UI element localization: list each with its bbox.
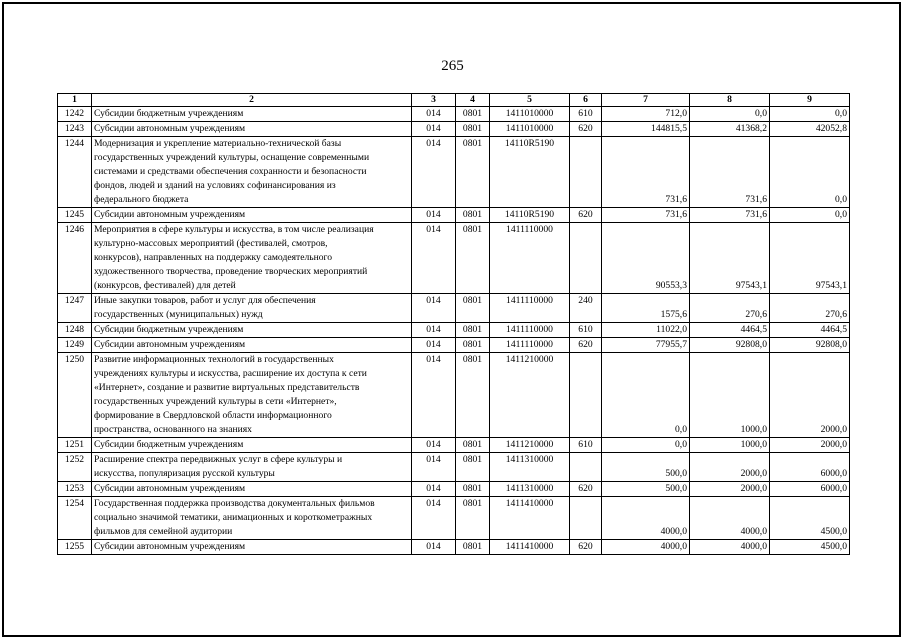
- amount-col7-cell: 1575,6: [602, 294, 690, 323]
- department-code-cell: 014: [412, 540, 456, 555]
- row-number-cell: 1244: [58, 137, 92, 208]
- header-cell: 7: [602, 94, 690, 107]
- description-line: системами и средствами обеспечения сохранности и безопасности: [94, 166, 367, 177]
- department-code-cell: 014: [412, 122, 456, 137]
- description-line: учреждениях культуры и искусства, расширение их доступа к сети: [94, 368, 367, 379]
- description-cell: [92, 294, 412, 323]
- expense-type-cell: 620: [570, 122, 602, 137]
- page-number: 265: [441, 58, 464, 74]
- section-code-cell: 0801: [456, 137, 490, 208]
- amount-col8-cell: 41368,2: [690, 122, 770, 137]
- expense-type-cell: [570, 353, 602, 438]
- row-number-cell: 1255: [58, 540, 92, 555]
- department-code-cell: 014: [412, 353, 456, 438]
- description-cell: [92, 338, 412, 353]
- description-line: Субсидии автономным учреждениям: [94, 209, 246, 220]
- amount-col7-cell: 4000,0: [602, 497, 690, 540]
- department-code-cell: 014: [412, 208, 456, 223]
- table-row: [58, 353, 850, 438]
- description-cell: [92, 107, 412, 122]
- department-code-cell: 014: [412, 294, 456, 323]
- amount-col9-cell: 2000,0: [770, 353, 850, 438]
- table-row: [58, 497, 850, 540]
- description-line: Расширение спектра передвижных услуг в сфере культуры и: [94, 454, 343, 465]
- department-code-cell: 014: [412, 323, 456, 338]
- target-article-cell: 1411010000: [490, 107, 570, 122]
- amount-col7-cell: 712,0: [602, 107, 690, 122]
- expense-type-cell: [570, 137, 602, 208]
- header-cell: 9: [770, 94, 850, 107]
- description-line: Субсидии бюджетным учреждениям: [94, 439, 244, 450]
- description-line: фильмов для семейной аудитории: [94, 526, 233, 537]
- table-row: [58, 482, 850, 497]
- row-number-cell: 1246: [58, 223, 92, 294]
- amount-col7-cell: 77955,7: [602, 338, 690, 353]
- table-row: [58, 294, 850, 323]
- amount-col9-cell: 4464,5: [770, 323, 850, 338]
- amount-col8-cell: 0,0: [690, 107, 770, 122]
- description-line: Субсидии бюджетным учреждениям: [94, 108, 244, 119]
- header-cell: 2: [92, 94, 412, 107]
- amount-col9-cell: 0,0: [770, 208, 850, 223]
- section-code-cell: 0801: [456, 353, 490, 438]
- target-article-cell: 1411310000: [490, 482, 570, 497]
- amount-col8-cell: 731,6: [690, 137, 770, 208]
- header-cell: 4: [456, 94, 490, 107]
- row-number-cell: 1245: [58, 208, 92, 223]
- amount-col7-cell: 144815,5: [602, 122, 690, 137]
- table-body: [58, 94, 850, 555]
- target-article-cell: 14110R5190: [490, 208, 570, 223]
- department-code-cell: 014: [412, 223, 456, 294]
- description-line: искусства, популяризация русской культуры: [94, 468, 275, 479]
- header-cell: 8: [690, 94, 770, 107]
- section-code-cell: 0801: [456, 294, 490, 323]
- department-code-cell: 014: [412, 107, 456, 122]
- section-code-cell: 0801: [456, 482, 490, 497]
- description-cell: [92, 453, 412, 482]
- expense-type-cell: 610: [570, 323, 602, 338]
- section-code-cell: 0801: [456, 338, 490, 353]
- amount-col7-cell: 731,6: [602, 137, 690, 208]
- department-code-cell: 014: [412, 482, 456, 497]
- budget-table: [57, 93, 850, 555]
- target-article-cell: 1411210000: [490, 438, 570, 453]
- description-line: художественного творчества, проведение творческих мероприятий: [94, 266, 368, 277]
- description-line: государственных учреждений культуры, оснащение современными: [94, 152, 370, 163]
- row-number-cell: 1242: [58, 107, 92, 122]
- description-line: «Интернет», создание и развитие виртуальных представительств: [94, 382, 360, 393]
- row-number-cell: 1253: [58, 482, 92, 497]
- amount-col9-cell: 97543,1: [770, 223, 850, 294]
- description-line: фондов, людей и зданий на условиях софинансирования из: [94, 180, 336, 191]
- amount-col7-cell: 500,0: [602, 482, 690, 497]
- description-cell: [92, 353, 412, 438]
- description-line: Мероприятия в сфере культуры и искусства, в том числе реализация: [94, 224, 374, 235]
- section-code-cell: 0801: [456, 208, 490, 223]
- row-number-cell: 1250: [58, 353, 92, 438]
- row-number-cell: 1247: [58, 294, 92, 323]
- target-article-cell: 1411410000: [490, 497, 570, 540]
- expense-type-cell: 610: [570, 107, 602, 122]
- amount-col9-cell: 4500,0: [770, 540, 850, 555]
- table-row: [58, 223, 850, 294]
- description-cell: [92, 497, 412, 540]
- amount-col9-cell: 2000,0: [770, 438, 850, 453]
- description-line: Субсидии автономным учреждениям: [94, 123, 246, 134]
- description-cell: [92, 540, 412, 555]
- amount-col9-cell: 0,0: [770, 107, 850, 122]
- department-code-cell: 014: [412, 497, 456, 540]
- target-article-cell: 1411110000: [490, 323, 570, 338]
- description-line: государственных (муниципальных) нужд: [94, 309, 263, 320]
- expense-type-cell: 620: [570, 338, 602, 353]
- amount-col7-cell: 0,0: [602, 353, 690, 438]
- header-cell: 3: [412, 94, 456, 107]
- description-line: пространства, основанного на знаниях: [94, 424, 252, 435]
- department-code-cell: 014: [412, 137, 456, 208]
- amount-col7-cell: 0,0: [602, 438, 690, 453]
- description-cell: [92, 223, 412, 294]
- description-cell: [92, 208, 412, 223]
- table-row: [58, 122, 850, 137]
- expense-type-cell: 620: [570, 540, 602, 555]
- target-article-cell: 1411210000: [490, 353, 570, 438]
- row-number-cell: 1251: [58, 438, 92, 453]
- section-code-cell: 0801: [456, 107, 490, 122]
- header-cell: 1: [58, 94, 92, 107]
- section-code-cell: 0801: [456, 438, 490, 453]
- amount-col8-cell: 92808,0: [690, 338, 770, 353]
- description-line: федерального бюджета: [94, 194, 189, 205]
- description-cell: [92, 122, 412, 137]
- description-line: Субсидии автономным учреждениям: [94, 541, 246, 552]
- section-code-cell: 0801: [456, 223, 490, 294]
- amount-col9-cell: 92808,0: [770, 338, 850, 353]
- description-cell: [92, 323, 412, 338]
- row-number-cell: 1252: [58, 453, 92, 482]
- row-number-cell: 1249: [58, 338, 92, 353]
- description-line: Субсидии автономным учреждениям: [94, 339, 246, 350]
- description-line: Субсидии автономным учреждениям: [94, 483, 246, 494]
- table-row: [58, 323, 850, 338]
- amount-col9-cell: 6000,0: [770, 482, 850, 497]
- amount-col8-cell: 4000,0: [690, 540, 770, 555]
- row-number-cell: 1243: [58, 122, 92, 137]
- amount-col7-cell: 11022,0: [602, 323, 690, 338]
- target-article-cell: 1411410000: [490, 540, 570, 555]
- target-article-cell: 1411110000: [490, 223, 570, 294]
- description-line: Государственная поддержка производства документальных фильмов: [94, 498, 375, 509]
- header-cell: 6: [570, 94, 602, 107]
- amount-col9-cell: 4500,0: [770, 497, 850, 540]
- description-line: (конкурсов, фестивалей) для детей: [94, 280, 236, 291]
- department-code-cell: 014: [412, 338, 456, 353]
- description-line: Развитие информационных технологий в государственных: [94, 354, 334, 365]
- amount-col8-cell: 731,6: [690, 208, 770, 223]
- expense-type-cell: [570, 453, 602, 482]
- description-line: культурно-массовых мероприятий (фестивалей, смотров,: [94, 238, 328, 249]
- amount-col9-cell: 42052,8: [770, 122, 850, 137]
- amount-col9-cell: 6000,0: [770, 453, 850, 482]
- table-row: [58, 208, 850, 223]
- target-article-cell: 1411110000: [490, 294, 570, 323]
- header-row: [58, 94, 850, 107]
- expense-type-cell: 620: [570, 208, 602, 223]
- amount-col8-cell: 1000,0: [690, 438, 770, 453]
- expense-type-cell: 620: [570, 482, 602, 497]
- department-code-cell: 014: [412, 453, 456, 482]
- section-code-cell: 0801: [456, 540, 490, 555]
- expense-type-cell: [570, 223, 602, 294]
- amount-col8-cell: 97543,1: [690, 223, 770, 294]
- description-line: конкурсов), направленных на поддержку самодеятельного: [94, 252, 333, 263]
- description-line: формирование в Свердловской области информационного: [94, 410, 332, 421]
- amount-col7-cell: 90553,3: [602, 223, 690, 294]
- row-number-cell: 1254: [58, 497, 92, 540]
- amount-col8-cell: 4464,5: [690, 323, 770, 338]
- amount-col8-cell: 1000,0: [690, 353, 770, 438]
- table-row: [58, 338, 850, 353]
- amount-col7-cell: 500,0: [602, 453, 690, 482]
- expense-type-cell: 610: [570, 438, 602, 453]
- amount-col9-cell: 270,6: [770, 294, 850, 323]
- section-code-cell: 0801: [456, 453, 490, 482]
- amount-col8-cell: 2000,0: [690, 482, 770, 497]
- table-row: [58, 540, 850, 555]
- description-line: Субсидии бюджетным учреждениям: [94, 324, 244, 335]
- description-line: Иные закупки товаров, работ и услуг для обеспечения: [94, 295, 316, 306]
- table-row: [58, 107, 850, 122]
- description-cell: [92, 482, 412, 497]
- target-article-cell: 1411010000: [490, 122, 570, 137]
- description-cell: [92, 438, 412, 453]
- description-line: государственных учреждений культуры в сети «Интернет»,: [94, 396, 337, 407]
- amount-col8-cell: 270,6: [690, 294, 770, 323]
- table-row: [58, 438, 850, 453]
- amount-col9-cell: 0,0: [770, 137, 850, 208]
- amount-col8-cell: 2000,0: [690, 453, 770, 482]
- amount-col8-cell: 4000,0: [690, 497, 770, 540]
- target-article-cell: 1411110000: [490, 338, 570, 353]
- table-row: [58, 453, 850, 482]
- description-line: социально значимой тематики, анимационных и короткометражных: [94, 512, 373, 523]
- target-article-cell: 14110R5190: [490, 137, 570, 208]
- section-code-cell: 0801: [456, 323, 490, 338]
- department-code-cell: 014: [412, 438, 456, 453]
- row-number-cell: 1248: [58, 323, 92, 338]
- description-cell: [92, 137, 412, 208]
- section-code-cell: 0801: [456, 497, 490, 540]
- amount-col7-cell: 731,6: [602, 208, 690, 223]
- target-article-cell: 1411310000: [490, 453, 570, 482]
- table-row: [58, 137, 850, 208]
- expense-type-cell: [570, 497, 602, 540]
- amount-col7-cell: 4000,0: [602, 540, 690, 555]
- expense-type-cell: 240: [570, 294, 602, 323]
- section-code-cell: 0801: [456, 122, 490, 137]
- header-cell: 5: [490, 94, 570, 107]
- description-line: Модернизация и укрепление материально-технической базы: [94, 138, 342, 149]
